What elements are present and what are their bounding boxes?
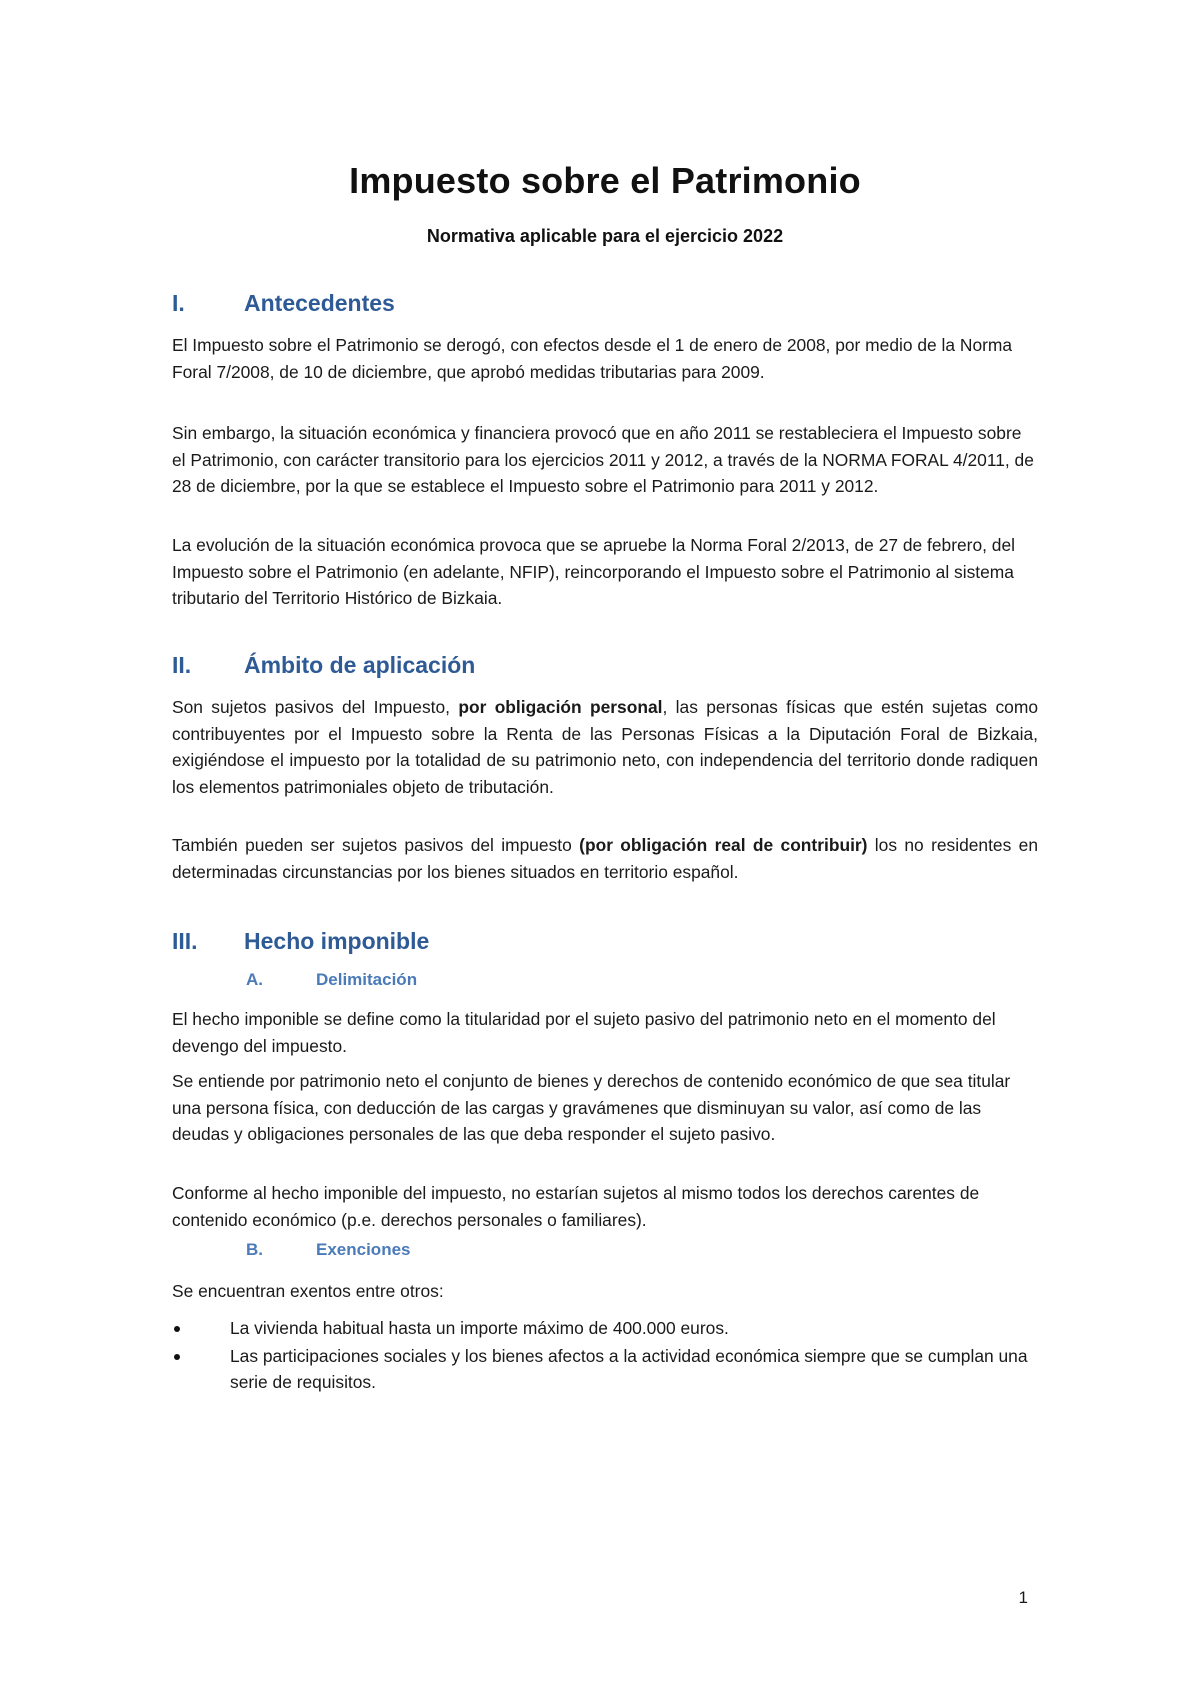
section-title: Antecedentes [244,290,395,316]
subsection-title: Exenciones [316,1240,411,1259]
text-run: Son sujetos pasivos del Impuesto, [172,697,459,717]
subsection-title: Delimitación [316,970,418,989]
subsection-heading-delimitacion [246,970,417,990]
page-number: 1 [1018,1588,1028,1607]
document-title: Impuesto sobre el Patrimonio [349,160,861,201]
paragraph: Conforme al hecho imponible del impuesto, no estarían sujetos al mismo todos los derechos carentes de contenido económico (p.e. derechos personales o familiares). [172,1183,980,1230]
paragraph: Se encuentran exentos entre otros: [172,1281,444,1301]
paragraph [172,832,1038,885]
paragraph: Se entiende por patrimonio neto el conjunto de bienes y derechos de contenido económico de que sea titular una persona física, con deducción de las cargas y gravámenes que disminuyan su valor, así como de las deudas y obligaciones personales de las que deba responder el sujeto pasivo. [172,1071,1011,1144]
list-item-text: Las participaciones sociales y los bienes afectos a la actividad económica siempre que se cumplan una serie de requisitos. [230,1345,1028,1392]
list-item [172,1315,1038,1342]
section-number: I. [172,290,185,316]
section-number: II. [172,652,192,678]
subsection-number: A. [246,970,263,989]
list-item-text: La vivienda habitual hasta un importe máximo de 400.000 euros. [230,1318,729,1338]
subsection-heading-exenciones [246,1240,411,1260]
bullet-icon [174,1354,180,1360]
paragraph: La evolución de la situación económica provoca que se apruebe la Norma Foral 2/2013, de 27 de febrero, del Impuesto sobre el Patrimonio (en adelante, NFIP), reincorporando el Impuesto sobre el Patrimonio al sistema tributario del Territorio Histórico de Bizkaia. [172,535,1016,608]
bold-text: por obligación personal [458,697,663,717]
section-title: Ámbito de aplicación [244,652,476,678]
text-run: , las personas físicas que estén sujetas como contribuyentes por el Impuesto sobre la Renta de las Personas Físicas a la Diputación Foral de Bizkaia, exigiéndose el impuesto por la totalidad de su patrimonio neto, con independencia del territorio donde radiquen los elementos patrimoniales objeto de tributación. [172,697,1038,797]
text-run: También pueden ser sujetos pasivos del impuesto [172,835,580,855]
bullet-icon [174,1326,180,1332]
paragraph: El hecho imponible se define como la titularidad por el sujeto pasivo del patrimonio neto en el momento del devengo del impuesto. [172,1009,996,1056]
section-heading-ambito [172,652,475,679]
list-item [172,1343,1038,1396]
subsection-number: B. [246,1240,263,1259]
paragraph: El Impuesto sobre el Patrimonio se derogó, con efectos desde el 1 de enero de 2008, por medio de la Norma Foral 7/2008, de 10 de diciembre, que aprobó medidas tributarias para 2009. [172,335,1013,382]
paragraph [172,694,1038,800]
exemptions-list [172,1315,1038,1397]
section-title: Hecho imponible [244,928,430,954]
bold-text: (por obligación real de contribuir) [579,835,868,855]
document-subtitle: Normativa aplicable para el ejercicio 2022 [426,226,784,246]
section-number: III. [172,928,198,954]
text-run: los no residentes en determinadas circunstancias por los bienes situados en territorio español. [172,835,1038,882]
section-heading-antecedentes [172,290,395,317]
paragraph: Sin embargo, la situación económica y financiera provocó que en año 2011 se restableciera el Impuesto sobre el Patrimonio, con carácter transitorio para los ejercicios 2011 y 2012, a través de la NORMA FORAL 4/2011, de 28 de diciembre, por la que se establece el Impuesto sobre el Patrimonio para 2011 y 2012. [172,423,1034,496]
section-heading-hecho-imponible [172,928,429,955]
